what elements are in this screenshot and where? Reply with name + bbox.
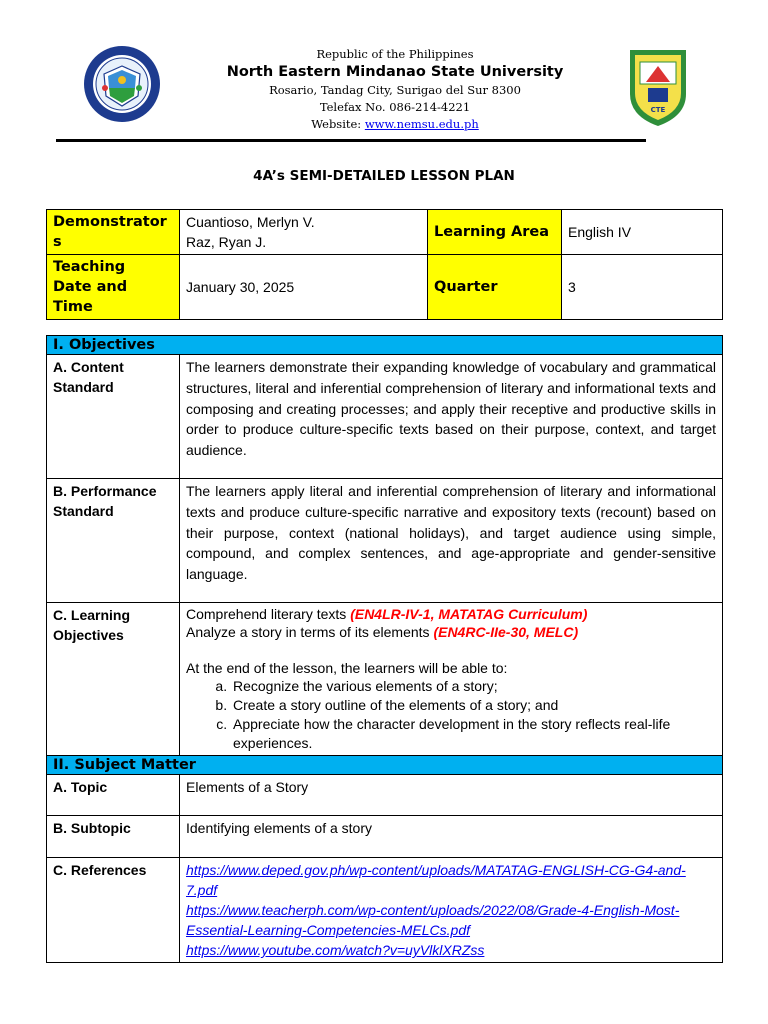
performance-standard-label: B. Performance Standard [47, 479, 180, 603]
references-label: C. References [47, 858, 180, 963]
website-link[interactable]: www.nemsu.edu.ph [364, 117, 479, 131]
address-line: Rosario, Tandag City, Surigao del Sur 8300 [269, 83, 521, 97]
teaching-date-label: Teaching Date and Time [47, 255, 180, 320]
university-seal-icon [82, 44, 162, 124]
objective-line [186, 605, 716, 623]
section-heading-objectives: I. Objectives [47, 336, 723, 355]
college-seal-icon [626, 44, 690, 128]
quarter-label: Quarter [428, 255, 562, 320]
objective-text: Comprehend literary texts [186, 606, 351, 622]
website-label: Website: [311, 117, 365, 131]
objectives-intro: At the end of the lesson, the learners will be able to: [186, 660, 508, 676]
learning-area-label: Learning Area [428, 210, 562, 255]
info-table [46, 209, 723, 320]
references-list [180, 858, 723, 963]
content-standard-label: A. Content Standard [47, 355, 180, 479]
curriculum-code: (EN4LR-IV-1, MATATAG Curriculum) [350, 606, 588, 622]
republic-line: Republic of the Philippines [316, 47, 474, 61]
objective-line [186, 623, 716, 641]
topic-value: Elements of a Story [180, 775, 723, 816]
learning-objectives-text [180, 603, 723, 756]
teaching-date-value: January 30, 2025 [180, 255, 428, 320]
lesson-plan-table [46, 335, 723, 963]
curriculum-code: (EN4RC-IIe-30, MELC) [433, 624, 579, 640]
letterhead-text [200, 46, 590, 133]
demonstrators-value [180, 210, 428, 255]
subtopic-value: Identifying elements of a story [180, 816, 723, 858]
list-item: b. Create a story outline of the elements of a story; and [231, 696, 716, 715]
letterhead [0, 44, 768, 134]
telefax-line: Telefax No. 086-214-4221 [319, 100, 471, 114]
quarter-value: 3 [562, 255, 723, 320]
reference-link[interactable]: https://www.deped.gov.ph/wp-content/uploads/MATATAG-ENGLISH-CG-G4-and-7.pdf [186, 862, 686, 898]
objective-text: Analyze a story in terms of its elements [186, 624, 434, 640]
college-seal-text: CTE [650, 106, 666, 114]
website-line [200, 116, 590, 133]
university-name: North Eastern Mindanao State University [226, 64, 564, 80]
list-item: c. Appreciate how the character development in the story reflects real-life experiences. [231, 715, 716, 753]
header-divider [56, 139, 646, 142]
section-heading-subject-matter: II. Subject Matter [47, 756, 723, 775]
demonstrator-name: Cuantioso, Merlyn V. [186, 214, 315, 230]
objectives-list [186, 677, 716, 753]
reference-link[interactable]: https://www.teacherph.com/wp-content/uploads/2022/08/Grade-4-English-Most-Essential-Learning-Competencies-MELCs.pdf [186, 902, 680, 938]
content-standard-text: The learners demonstrate their expanding knowledge of vocabulary and grammatical structures, literal and inferential comprehension of literary and informational texts and composing and creating processes; and apply their receptive and productive skills in order to produce culture-specific texts based on their purpose, context, and target audience. [180, 355, 723, 479]
demonstrators-label: Demonstrators [47, 210, 180, 255]
topic-label: A. Topic [47, 775, 180, 816]
list-item: a. Recognize the various elements of a story; [231, 677, 716, 696]
reference-link[interactable]: https://www.youtube.com/watch?v=uyVlklXRZss [186, 942, 485, 958]
performance-standard-text: The learners apply literal and inferential comprehension of literary and informational texts and produce culture-specific narrative and expository texts (recount) based on their purpose, context (national holidays), and target audience using simple, compound, and complex sentences, and age-appropriate and gender-sensitive language. [180, 479, 723, 603]
learning-area-value: English IV [562, 210, 723, 255]
document-title: 4A’s SEMI-DETAILED LESSON PLAN [253, 168, 515, 184]
subtopic-label: B. Subtopic [47, 816, 180, 858]
demonstrator-name: Raz, Ryan J. [186, 234, 267, 250]
learning-objectives-label: C. Learning Objectives [47, 603, 180, 756]
